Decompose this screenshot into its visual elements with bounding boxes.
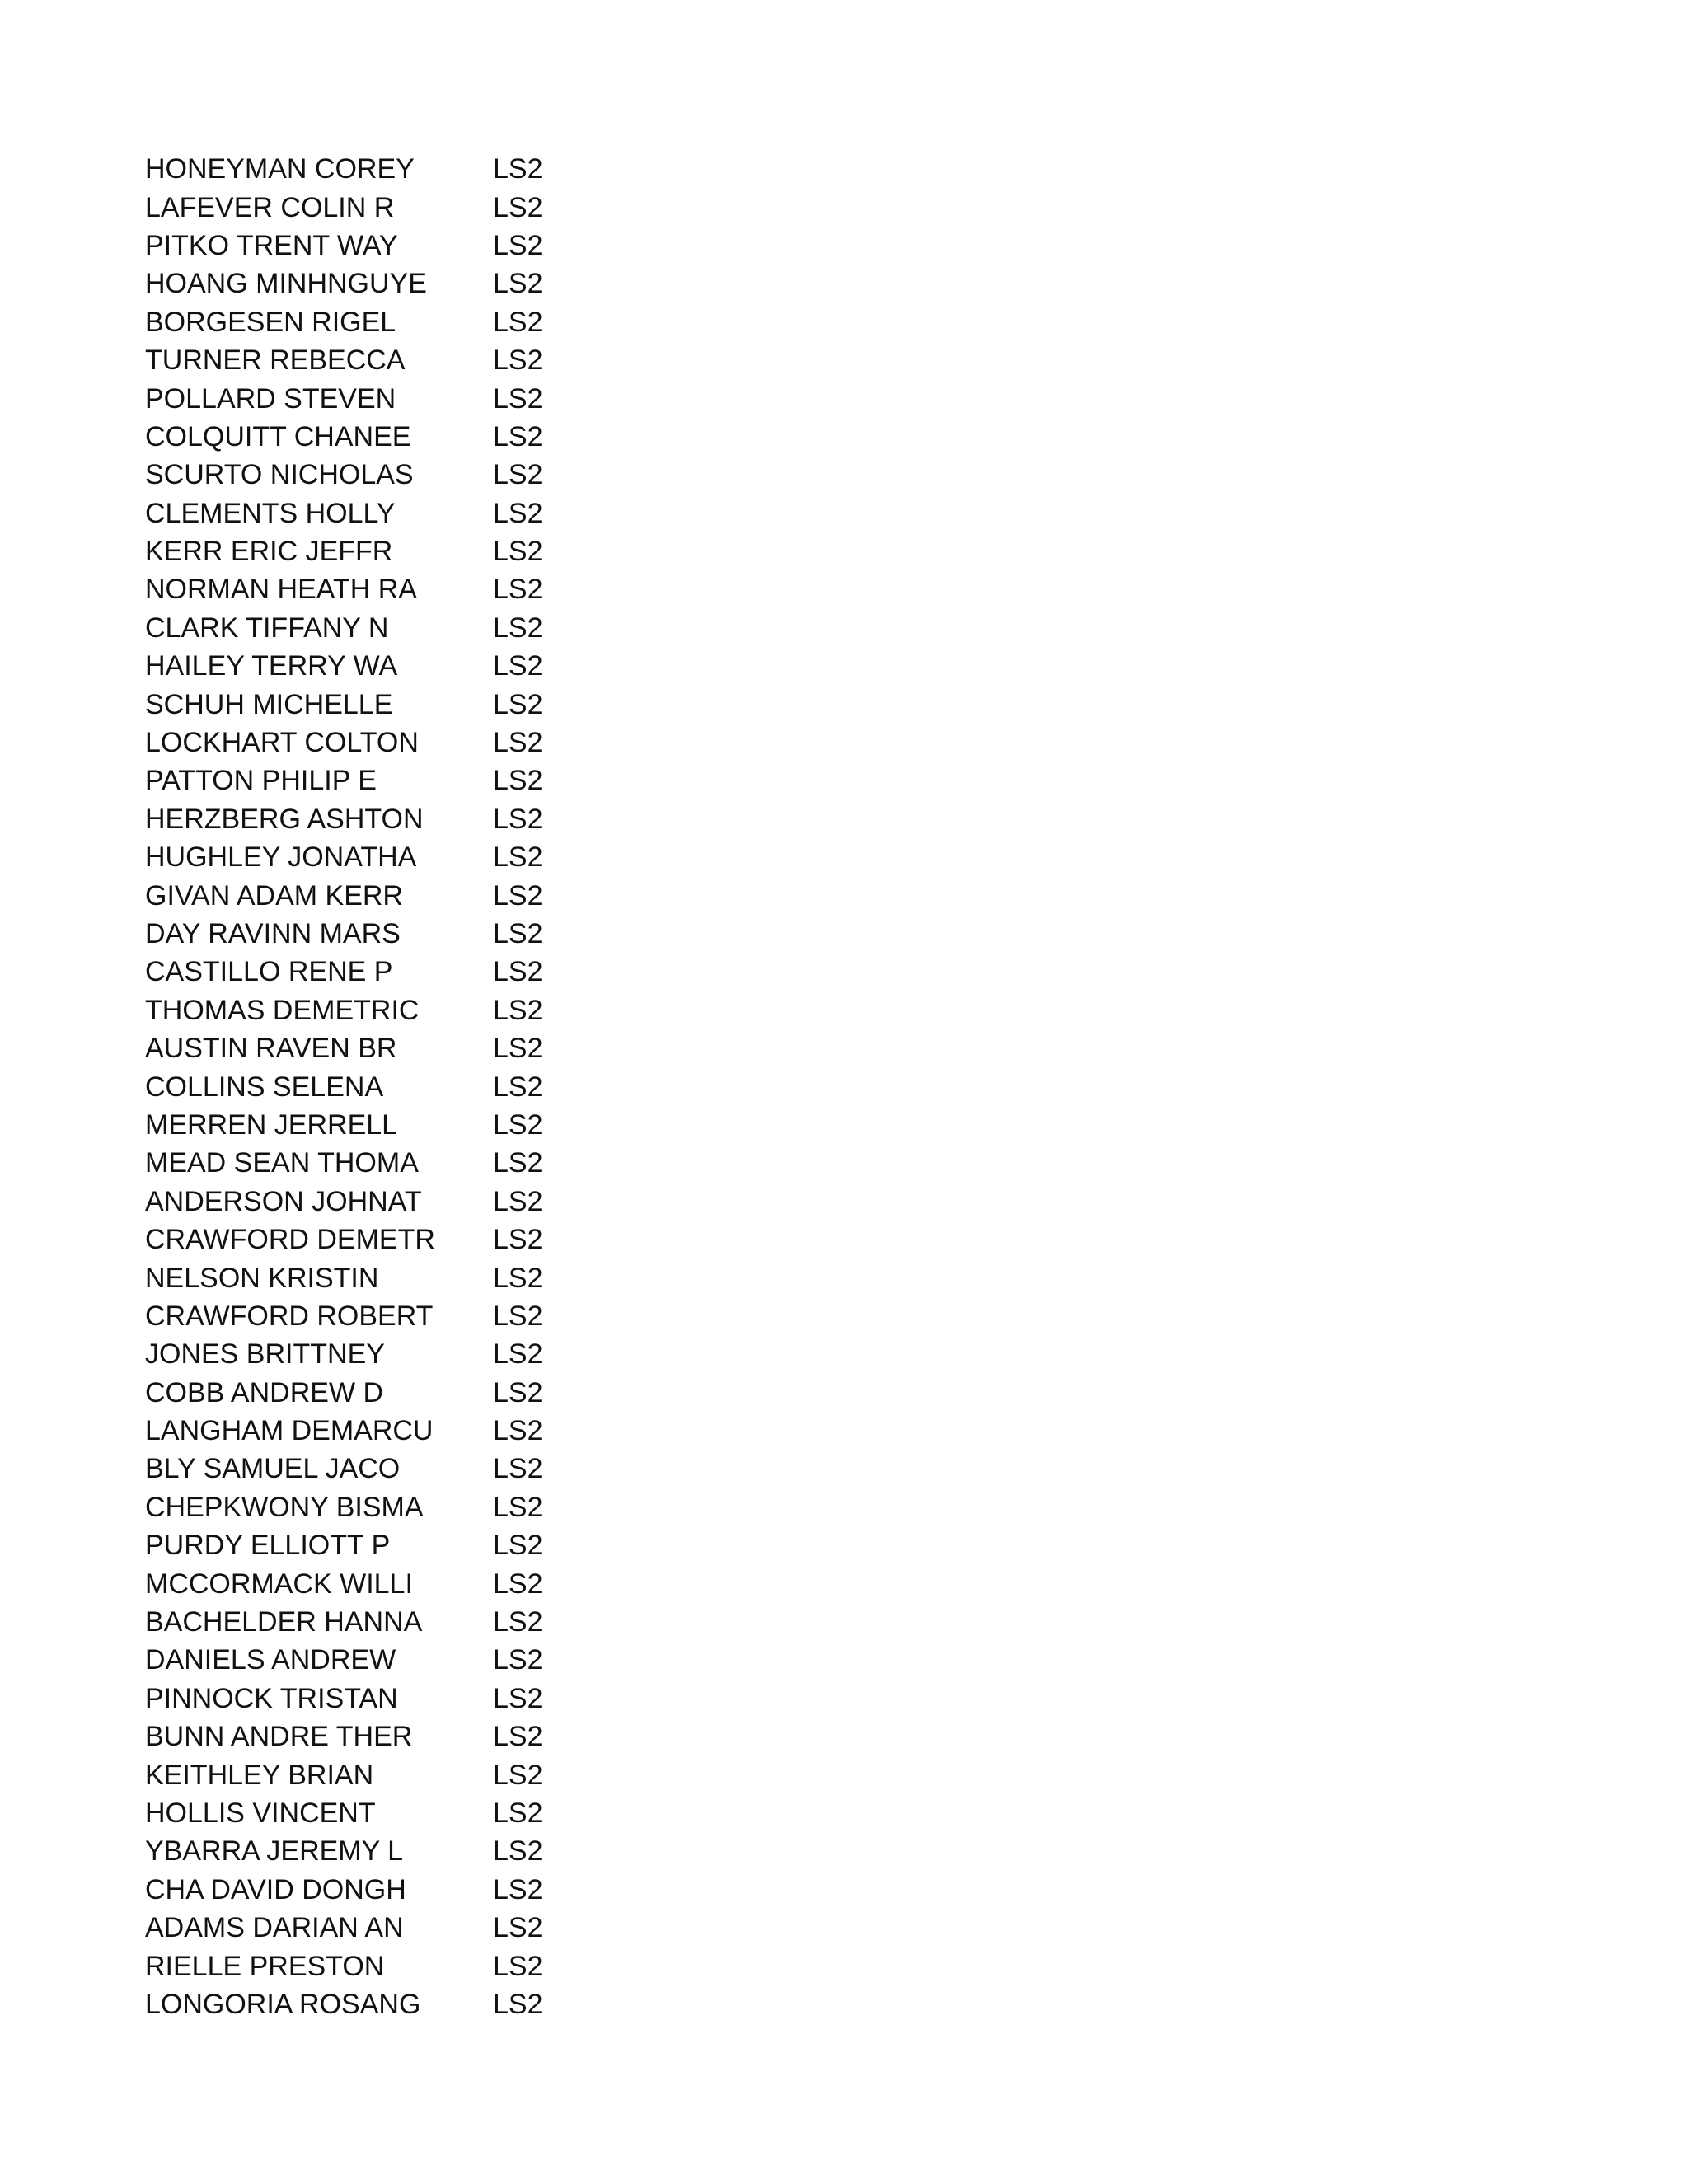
list-item: [145, 991, 559, 1029]
person-name: LOCKHART COLTON: [145, 727, 419, 759]
person-name: NELSON KRISTIN: [145, 1262, 379, 1294]
list-item: [145, 1871, 559, 1909]
person-name: KEITHLEY BRIAN: [145, 1759, 374, 1791]
person-name: KERR ERIC JEFFR: [145, 536, 393, 568]
list-item: [145, 1718, 559, 1755]
class-code: LS2: [493, 1453, 543, 1485]
person-name: HONEYMAN COREY: [145, 153, 415, 185]
class-code: LS2: [493, 268, 543, 300]
class-code: LS2: [493, 229, 543, 261]
person-name: JONES BRITTNEY: [145, 1338, 385, 1371]
person-name: BORGESEN RIGEL: [145, 306, 396, 338]
list-item: [145, 494, 559, 532]
list-item: [145, 150, 559, 188]
class-code: LS2: [493, 1912, 543, 1944]
class-code: LS2: [493, 420, 543, 452]
person-name: HAILEY TERRY WA: [145, 650, 398, 682]
list-item: [145, 1183, 559, 1221]
person-name: PINNOCK TRISTAN: [145, 1682, 398, 1714]
person-name: PITKO TRENT WAY: [145, 229, 398, 261]
name-code-list: [145, 150, 559, 2023]
person-name: CRAWFORD ROBERT: [145, 1300, 434, 1332]
list-item: [145, 838, 559, 876]
list-item: [145, 1067, 559, 1105]
list-item: [145, 418, 559, 456]
person-name: LAFEVER COLIN R: [145, 191, 395, 223]
class-code: LS2: [493, 1108, 543, 1141]
person-name: COLQUITT CHANEE: [145, 420, 411, 452]
class-code: LS2: [493, 918, 543, 949]
class-code: LS2: [493, 727, 543, 759]
person-name: ADAMS DARIAN AN: [145, 1912, 404, 1944]
class-code: LS2: [493, 1568, 543, 1600]
list-item: [145, 379, 559, 417]
list-item: [145, 1832, 559, 1870]
class-code: LS2: [493, 612, 543, 644]
class-code: LS2: [493, 803, 543, 835]
person-name: DAY RAVINN MARS: [145, 918, 401, 949]
person-name: MERREN JERRELL: [145, 1108, 398, 1141]
list-item: [145, 1947, 559, 1985]
list-item: [145, 953, 559, 991]
class-code: LS2: [493, 382, 543, 415]
class-code: LS2: [493, 1300, 543, 1332]
class-code: LS2: [493, 1530, 543, 1562]
class-code: LS2: [493, 1759, 543, 1791]
class-code: LS2: [493, 1224, 543, 1256]
class-code: LS2: [493, 1415, 543, 1447]
class-code: LS2: [493, 650, 543, 682]
list-item: [145, 1488, 559, 1526]
person-name: MCCORMACK WILLI: [145, 1568, 413, 1600]
class-code: LS2: [493, 153, 543, 185]
person-name: HOLLIS VINCENT: [145, 1797, 376, 1829]
list-item: [145, 1985, 559, 2023]
list-item: [145, 609, 559, 647]
class-code: LS2: [493, 344, 543, 377]
class-code: LS2: [493, 1988, 543, 2020]
class-code: LS2: [493, 1873, 543, 1905]
person-name: SCURTO NICHOLAS: [145, 459, 414, 491]
person-name: HOANG MINHNGUYE: [145, 268, 427, 300]
list-item: [145, 456, 559, 494]
list-item: [145, 800, 559, 838]
list-item: [145, 1258, 559, 1296]
person-name: CHA DAVID DONGH: [145, 1873, 406, 1905]
person-name: LANGHAM DEMARCU: [145, 1415, 434, 1447]
person-name: MEAD SEAN THOMA: [145, 1147, 419, 1179]
person-name: AUSTIN RAVEN BR: [145, 1033, 397, 1065]
list-item: [145, 227, 559, 265]
person-name: SCHUH MICHELLE: [145, 688, 393, 720]
list-item: [145, 1221, 559, 1258]
class-code: LS2: [493, 1033, 543, 1065]
class-code: LS2: [493, 688, 543, 720]
list-item: [145, 647, 559, 685]
person-name: COBB ANDREW D: [145, 1376, 384, 1408]
list-item: [145, 685, 559, 723]
class-code: LS2: [493, 574, 543, 606]
list-item: [145, 1794, 559, 1832]
list-item: [145, 532, 559, 570]
list-item: [145, 303, 559, 341]
list-item: [145, 188, 559, 226]
person-name: TURNER REBECCA: [145, 344, 406, 377]
list-item: [145, 915, 559, 953]
person-name: HUGHLEY JONATHA: [145, 841, 417, 874]
person-name: PATTON PHILIP E: [145, 765, 377, 797]
class-code: LS2: [493, 765, 543, 797]
person-name: POLLARD STEVEN: [145, 382, 396, 415]
list-item: [145, 1106, 559, 1144]
list-item: [145, 1144, 559, 1182]
class-code: LS2: [493, 306, 543, 338]
person-name: BLY SAMUEL JACO: [145, 1453, 401, 1485]
class-code: LS2: [493, 994, 543, 1026]
list-item: [145, 1450, 559, 1488]
class-code: LS2: [493, 1071, 543, 1103]
class-code: LS2: [493, 1338, 543, 1371]
person-name: BUNN ANDRE THER: [145, 1721, 413, 1753]
person-name: YBARRA JEREMY L: [145, 1835, 404, 1868]
class-code: LS2: [493, 1147, 543, 1179]
person-name: LONGORIA ROSANG: [145, 1988, 421, 2020]
class-code: LS2: [493, 1721, 543, 1753]
person-name: CRAWFORD DEMETR: [145, 1224, 435, 1256]
class-code: LS2: [493, 536, 543, 568]
person-name: CHEPKWONY BISMA: [145, 1491, 424, 1523]
class-code: LS2: [493, 191, 543, 223]
person-name: DANIELS ANDREW: [145, 1644, 396, 1676]
person-name: BACHELDER HANNA: [145, 1606, 423, 1638]
class-code: LS2: [493, 956, 543, 988]
class-code: LS2: [493, 1682, 543, 1714]
person-name: PURDY ELLIOTT P: [145, 1530, 391, 1562]
list-item: [145, 1374, 559, 1412]
person-name: NORMAN HEATH RA: [145, 574, 417, 606]
class-code: LS2: [493, 1835, 543, 1868]
class-code: LS2: [493, 1262, 543, 1294]
person-name: CLARK TIFFANY N: [145, 612, 389, 644]
person-name: GIVAN ADAM KERR: [145, 879, 403, 912]
list-item: [145, 876, 559, 914]
class-code: LS2: [493, 497, 543, 529]
class-code: LS2: [493, 879, 543, 912]
list-item: [145, 1029, 559, 1067]
person-name: THOMAS DEMETRIC: [145, 994, 420, 1026]
person-name: COLLINS SELENA: [145, 1071, 384, 1103]
class-code: LS2: [493, 1950, 543, 1982]
person-name: HERZBERG ASHTON: [145, 803, 424, 835]
list-item: [145, 1641, 559, 1679]
list-item: [145, 1909, 559, 1947]
class-code: LS2: [493, 1376, 543, 1408]
list-item: [145, 1526, 559, 1564]
class-code: LS2: [493, 1606, 543, 1638]
class-code: LS2: [493, 841, 543, 874]
person-name: CASTILLO RENE P: [145, 956, 393, 988]
person-name: ANDERSON JOHNAT: [145, 1185, 422, 1217]
list-item: [145, 762, 559, 799]
list-item: [145, 1412, 559, 1450]
list-item: [145, 570, 559, 608]
list-item: [145, 1297, 559, 1335]
class-code: LS2: [493, 1644, 543, 1676]
list-item: [145, 265, 559, 302]
class-code: LS2: [493, 1185, 543, 1217]
list-item: [145, 1603, 559, 1641]
class-code: LS2: [493, 1797, 543, 1829]
list-item: [145, 341, 559, 379]
list-item: [145, 1564, 559, 1602]
class-code: LS2: [493, 459, 543, 491]
list-item: [145, 1335, 559, 1373]
class-code: LS2: [493, 1491, 543, 1523]
list-item: [145, 1680, 559, 1718]
list-item: [145, 724, 559, 762]
person-name: CLEMENTS HOLLY: [145, 497, 396, 529]
list-item: [145, 1755, 559, 1793]
person-name: RIELLE PRESTON: [145, 1950, 385, 1982]
